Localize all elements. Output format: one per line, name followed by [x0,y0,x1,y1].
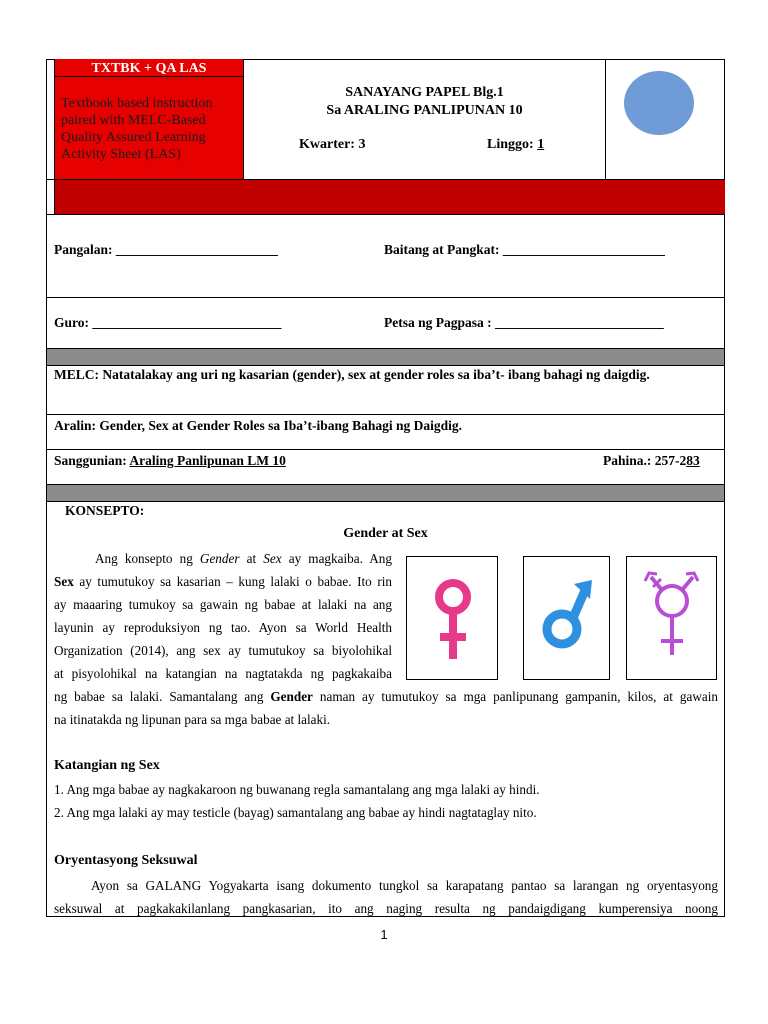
sex-list-item: 1. Ang mga babae ay nagkakaroon ng buwanang regla samantalang ang mga lalaki ay hindi. [54,782,540,797]
text-gender-bold: Gender [270,689,313,704]
sex-list-item: 2. Ang mga lalaki ay may testicle (bayag) samantalang ang babae ay hindi nagtataglay nito. [54,805,537,820]
gray-bar [47,349,724,365]
logo-circle [624,71,694,135]
male-symbol-icon [523,556,610,680]
oryentasyon-heading: Oryentasyong Seksuwal [54,853,198,868]
badge-title: TXTBK + QA LAS [54,60,244,77]
p1-line: ay maaaring tumukoy sa gawain ng babae at lalaki na ang [54,597,392,612]
text: ng babae sa lalaki. Samantalang ang [54,689,271,704]
sanggunian [54,453,286,469]
pangalan-field[interactable]: Pangalan: ________________________ [54,242,278,257]
rule [46,501,725,502]
rule [46,297,725,298]
pahina [603,453,700,469]
aralin-text: Aralin: Gender, Sex at Gender Roles sa Iba’t-ibang Bahagi ng Daigdig. [54,418,463,433]
p1-line: Organization (2014), ang sex ay tumutukoy sa biyolohikal [54,643,392,658]
p1-line: na itinatakda ng lipunan para sa mga babae at lalaki. [54,712,331,727]
section-title: Gender at Sex [343,526,428,541]
paragraph-gender-sex-cont [54,685,718,731]
p1-line [54,570,392,593]
konsepto-heading: KONSEPTO: [65,503,145,518]
p2-line: Ayon sa GALANG Yogyakarta isang dokumento tungkol sa karapatang pantao sa larangan ng oryentasyong [91,878,718,893]
text-gender-italic: Gender [199,551,240,566]
rule [46,214,725,215]
sanggunian-value: Araling Panlipunan LM 10 [129,453,286,468]
p2-line: seksuwal at pagkakakilanlang pangkasarian, ito ang naging resulta ng pandaigdigang kumperensiya noong [54,901,718,916]
guro-field[interactable]: Guro: ____________________________ [54,315,282,330]
transgender-symbol-icon [626,556,717,680]
p1-line [54,685,718,708]
page-number: 1 [380,927,388,942]
pahina-tail: 83 [686,453,700,468]
linggo-label: Linggo: [487,137,538,152]
petsa-field[interactable]: Petsa ng Pagpasa : _________________________ [384,315,664,330]
red-band [54,180,725,214]
sanggunian-label: Sanggunian: [54,453,130,468]
female-symbol-svg [407,557,497,679]
text: Ang konsepto ng [95,551,200,566]
pahina-label: Pahina.: 257-2 [603,453,687,468]
p1-line [54,547,392,570]
badge-description: Textbook based instruction paired with MELC-Based Quality Assured Learning Activity Sheet (LAS) [61,96,213,162]
rule [46,449,725,450]
text: at [239,551,264,566]
paragraph-oryentasyon [54,874,718,920]
rule [46,414,725,415]
melc-text: MELC: Natatalakay ang uri ng kasarian (gender), sex at gender roles sa iba’t- ibang bahagi ng daigdig. [54,367,650,382]
male-symbol-svg [524,557,609,679]
text: ay magkaiba. Ang [281,551,392,566]
linggo [487,137,544,153]
text: ay tumutukoy sa kasarian – kung lalaki o babae. Ito rin [73,574,392,589]
female-symbol-icon [406,556,498,680]
text-sex-italic: Sex [263,551,282,566]
linggo-value: 1 [537,137,545,152]
kwarter-label: Kwarter: 3 [299,137,366,152]
text: naman ay tumutukoy sa mga panlipunang gampanin, kilos, at gawain [312,689,718,704]
worksheet-title: SANAYANG PAPEL Blg.1 [345,85,504,100]
worksheet-subject: Sa ARALING PANLIPUNAN 10 [326,103,523,118]
baitang-field[interactable]: Baitang at Pangkat: ________________________ [384,242,665,257]
p1-line: layunin ay reproduksiyon ng tao. Ayon sa World Health [54,620,392,635]
transgender-symbol-svg [627,557,716,679]
logo-cell-divider [605,59,606,179]
katangian-heading: Katangian ng Sex [54,758,160,773]
p1-line: at pisyolohikal na katangian na nagtatakda ng pagkakaiba [54,666,392,681]
sex-list [54,778,718,824]
text-sex-bold: Sex [54,574,74,589]
paragraph-gender-sex [54,547,392,685]
gray-bar [47,485,724,501]
